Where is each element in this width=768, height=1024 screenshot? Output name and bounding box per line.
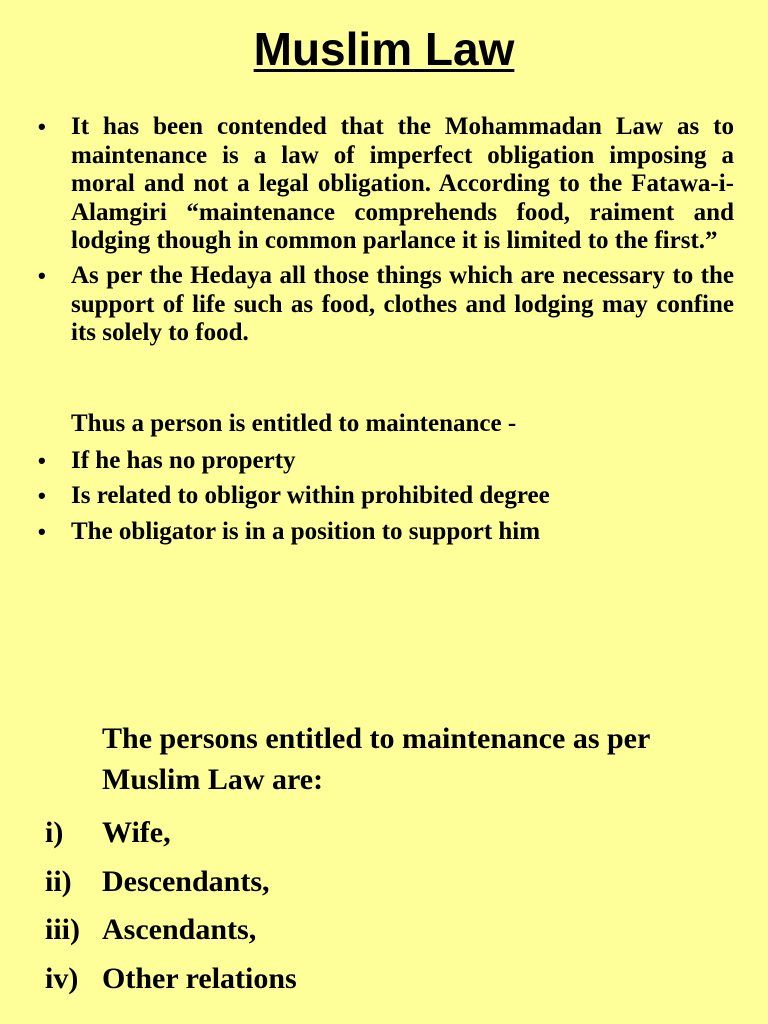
bullet-dot-icon: •	[38, 262, 46, 288]
item-number: iv)	[45, 961, 79, 995]
condition-item	[0, 518, 768, 547]
person-label: Descendants,	[102, 864, 270, 898]
bullet-item	[0, 262, 768, 348]
person-item	[0, 858, 297, 907]
person-item	[0, 955, 297, 1004]
bullet-dot-icon: •	[38, 448, 46, 473]
person-item	[0, 906, 297, 955]
bullet-dot-icon: •	[38, 518, 46, 544]
person-label: Ascendants,	[102, 913, 257, 946]
person-label: Wife,	[102, 816, 171, 849]
condition-item	[0, 447, 768, 476]
conditions-intro: Thus a person is entitled to maintenance -	[71, 410, 517, 437]
conditions-list	[0, 447, 768, 553]
item-number: i)	[45, 816, 64, 849]
persons-list	[0, 809, 297, 1003]
bullet-text: It has been contended that the Mohammadan Law as to maintenance is a law of imperfect obligation imposing a moral and not a legal obligation. According to the Fatawa-i-Alamgiri “maintenance comprehends food, raiment and lodging though in common parlance it is limited to the first.”	[71, 113, 734, 255]
condition-item	[0, 482, 768, 511]
condition-text: The obligator is in a position to support him	[71, 517, 541, 545]
person-item	[0, 809, 297, 858]
slide-title: Muslim Law	[253, 23, 515, 75]
person-label: Other relations	[102, 961, 297, 995]
condition-text: Is related to obligor within prohibited degree	[71, 482, 550, 510]
persons-heading: The persons entitled to maintenance as per Muslim Law are:	[102, 722, 650, 796]
bullet-dot-icon: •	[38, 483, 46, 509]
bullet-item	[0, 113, 768, 256]
bullet-dot-icon: •	[38, 114, 46, 139]
item-number: ii)	[45, 864, 72, 898]
item-number: iii)	[45, 913, 80, 946]
bullet-list	[0, 113, 768, 354]
condition-text: If he has no property	[71, 447, 296, 474]
bullet-text: As per the Hedaya all those things which are necessary to the support of life such as food, clothes and lodging may confine its solely to food.	[71, 261, 734, 347]
